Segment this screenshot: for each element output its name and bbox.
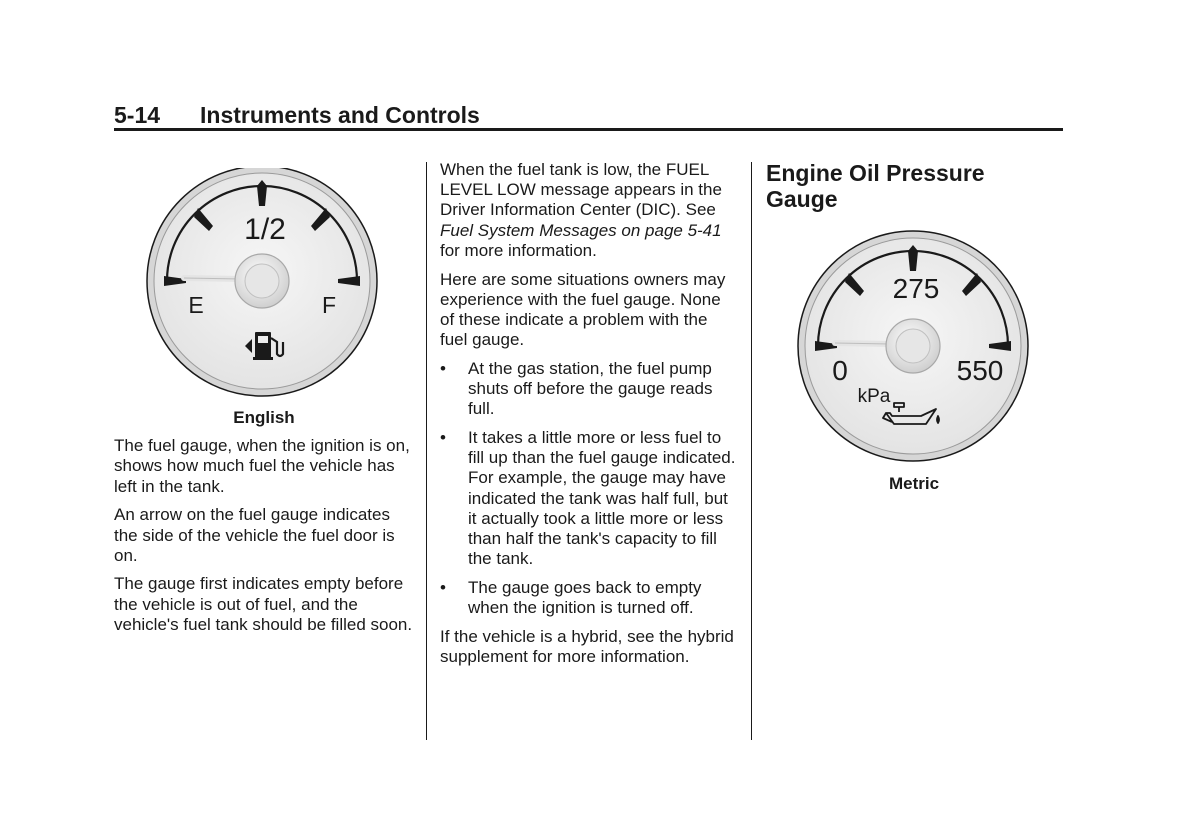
- fuel-half-label: 1/2: [244, 213, 286, 246]
- section-title: Engine Oil Pressure Gauge: [766, 160, 985, 212]
- page-header: [114, 100, 1062, 130]
- header-rule: [114, 128, 1063, 131]
- fuel-gauge: [114, 168, 414, 400]
- right-column: [766, 160, 1062, 494]
- fuel-empty-label: E: [188, 292, 204, 318]
- bullet-icon: •: [440, 358, 446, 378]
- paragraph: If the vehicle is a hybrid, see the hybrid supplement for more information.: [440, 626, 734, 666]
- section-header-title: Instruments and Controls: [200, 102, 480, 128]
- gauge-hub-cap: [896, 329, 930, 363]
- column-divider-right: [751, 162, 752, 740]
- fuel-gauge-caption: English: [233, 408, 295, 427]
- pressure-unit-label: kPa: [857, 386, 891, 407]
- cross-reference-link[interactable]: Fuel System Messages on page 5-41: [440, 220, 722, 240]
- text: for more information.: [440, 240, 597, 260]
- oil-pressure-gauge-figure: [766, 226, 1062, 470]
- bullet-list: [440, 359, 738, 618]
- text: When the fuel tank is low, the FUEL LEVEL LOW message appears in the Driver Information Center (DIC). See: [440, 160, 722, 220]
- list-item: [440, 359, 738, 420]
- oil-gauge-caption: Metric: [888, 474, 940, 493]
- list-item: [440, 428, 738, 569]
- pressure-min-label: 0: [832, 355, 848, 386]
- list-item-text: It takes a little more or less fuel to fill up than the fuel gauge indicated. For example, the gauge may have indicated the tank was half full, but it actually took a little more or less than half the tank's capacity to fill the tank.: [468, 427, 736, 569]
- left-column: [114, 168, 414, 644]
- middle-column: [440, 160, 738, 676]
- fuel-full-label: F: [321, 292, 337, 318]
- bullet-icon: •: [440, 577, 446, 597]
- page-number: 5-14: [114, 102, 161, 128]
- list-item-text: The gauge goes back to empty when the ignition is turned off.: [468, 577, 702, 618]
- pressure-mid-label: 275: [892, 273, 940, 304]
- paragraph: An arrow on the fuel gauge indicates the side of the vehicle the fuel door is on.: [114, 505, 395, 565]
- oil-pressure-gauge: [766, 226, 1062, 470]
- paragraph-fuel-low: [440, 160, 738, 261]
- paragraph: The fuel gauge, when the ignition is on, shows how much fuel the vehicle has left in the tank.: [114, 436, 410, 496]
- pressure-max-label: 550: [956, 355, 1004, 386]
- paragraph: Here are some situations owners may experience with the fuel gauge. None of these indicate a problem with the fuel gauge.: [440, 269, 726, 350]
- list-item-text: At the gas station, the fuel pump shuts off before the gauge reads full.: [468, 358, 713, 419]
- bullet-icon: •: [440, 427, 446, 447]
- list-item: [440, 578, 738, 618]
- column-divider-left: [426, 162, 427, 740]
- gauge-hub-cap: [245, 264, 279, 298]
- paragraph: The gauge first indicates empty before the vehicle is out of fuel, and the vehicle's fuel tank should be filled soon.: [114, 574, 413, 634]
- fuel-gauge-figure: [114, 168, 414, 400]
